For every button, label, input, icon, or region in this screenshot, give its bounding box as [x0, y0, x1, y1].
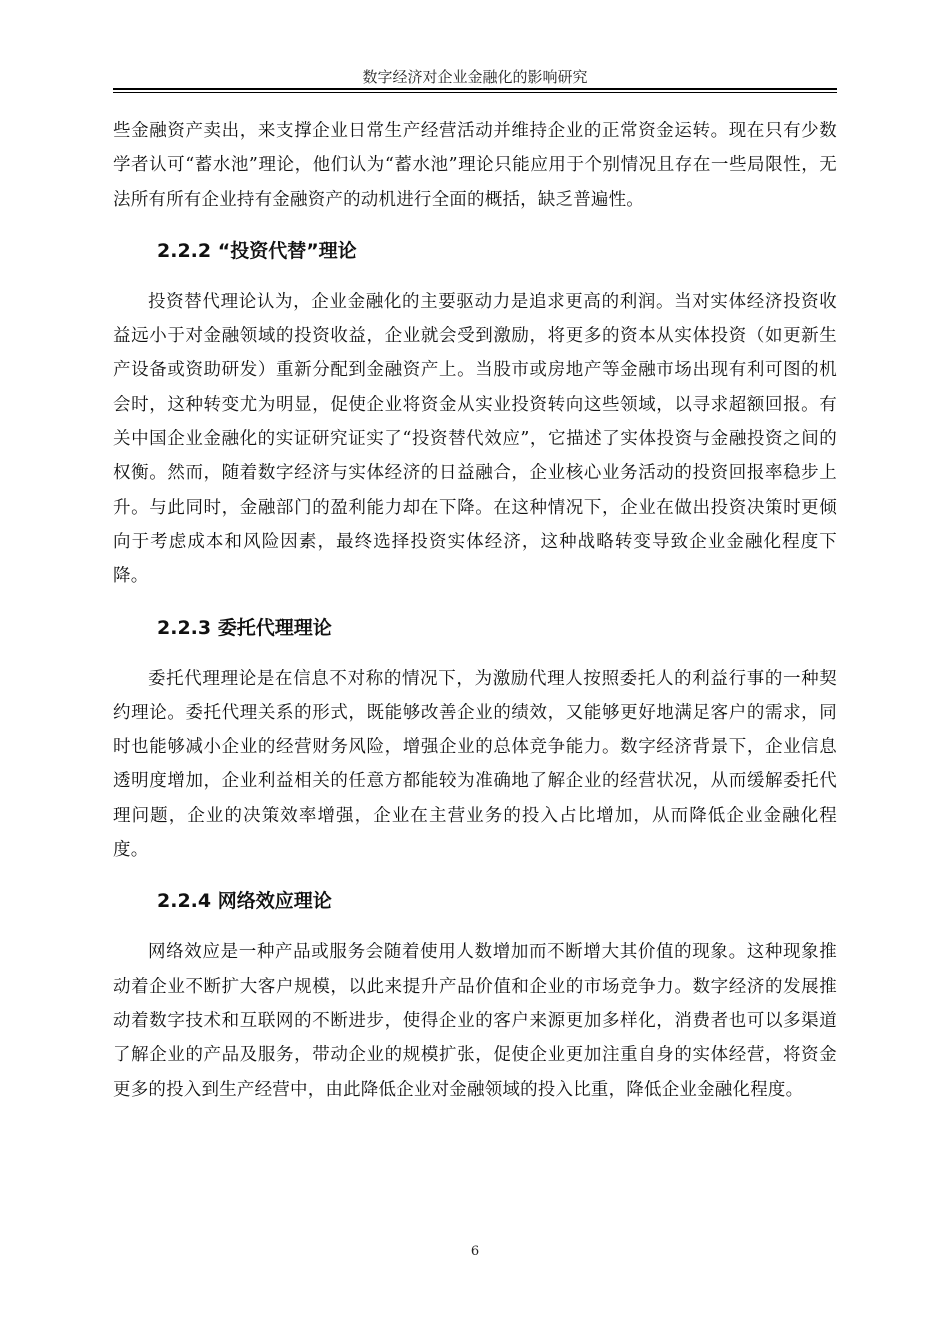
header-rule-thick	[113, 88, 837, 90]
section-heading-2-2-4: 2.2.4 网络效应理论	[157, 890, 332, 913]
section-heading-2-2-3: 2.2.3 委托代理理论	[157, 616, 332, 639]
page-number: 6	[470, 1244, 480, 1259]
running-header: 数字经济对企业金融化的影响研究	[362, 68, 588, 86]
section-heading-2-2-2: 2.2.2 “投资代替”理论	[157, 239, 357, 262]
paragraph-investment-substitution: 投资替代理论认为，企业金融化的主要驱动力是追求更高的利润。当对实体经济投资收益远小于对金融领域的投资收益，企业就会受到激励，将更多的资本从实体投资（如更新生产设备或资助研发）重新分配到金融资产上。当股市或房地产等金融市场出现有利可图的机会时，这种转变尤为明显，促使企业将资金从实业投资转向这些领域，以寻求超额回报。有关中国企业金融化的实证研究证实了“投资替代效应”，它描述了实体投资与金融投资之间的权衡。然而，随着数字经济与实体经济的日益融合，企业核心业务活动的投资回报率稳步上升。与此同时，金融部门的盈利能力却在下降。在这种情况下，企业在做出投资决策时更倾向于考虑成本和风险因素，最终选择投资实体经济，这种战略转变导致企业金融化程度下降。	[113, 291, 837, 587]
paragraph-network-effect: 网络效应是一种产品或服务会随着使用人数增加而不断增大其价值的现象。这种现象推动着企业不断扩大客户规模，以此来提升产品价值和企业的市场竞争力。数字经济的发展推动着数字技术和互联网的不断进步，使得企业的客户来源更加多样化，消费者也可以多渠道了解企业的产品及服务，带动企业的规模扩张，促使企业更加注重自身的实体经营，将资金更多的投入到生产经营中，由此降低企业对金融领域的投入比重，降低企业金融化程度。	[113, 942, 837, 1100]
header-rule-thin	[113, 92, 837, 93]
paragraph-principal-agent: 委托代理理论是在信息不对称的情况下，为激励代理人按照委托人的利益行事的一种契约理论。委托代理关系的形式，既能够改善企业的绩效，又能够更好地满足客户的需求，同时也能够减小企业的经营财务风险，增强企业的总体竞争能力。数字经济背景下，企业信息透明度增加，企业利益相关的任意方都能较为准确地了解企业的经营状况，从而缓解委托代理问题，企业的决策效率增强，企业在主营业务的投入占比增加，从而降低企业金融化程度。	[113, 668, 837, 861]
page-body	[113, 114, 837, 1107]
paragraph-continued: 些金融资产卖出，来支撑企业日常生产经营活动并维持企业的正常资金运转。现在只有少数学者认可“蓄水池”理论，他们认为“蓄水池”理论只能应用于个别情况且存在一些局限性，无法所有所有企业持有金融资产的动机进行全面的概括，缺乏普遍性。	[113, 121, 837, 210]
